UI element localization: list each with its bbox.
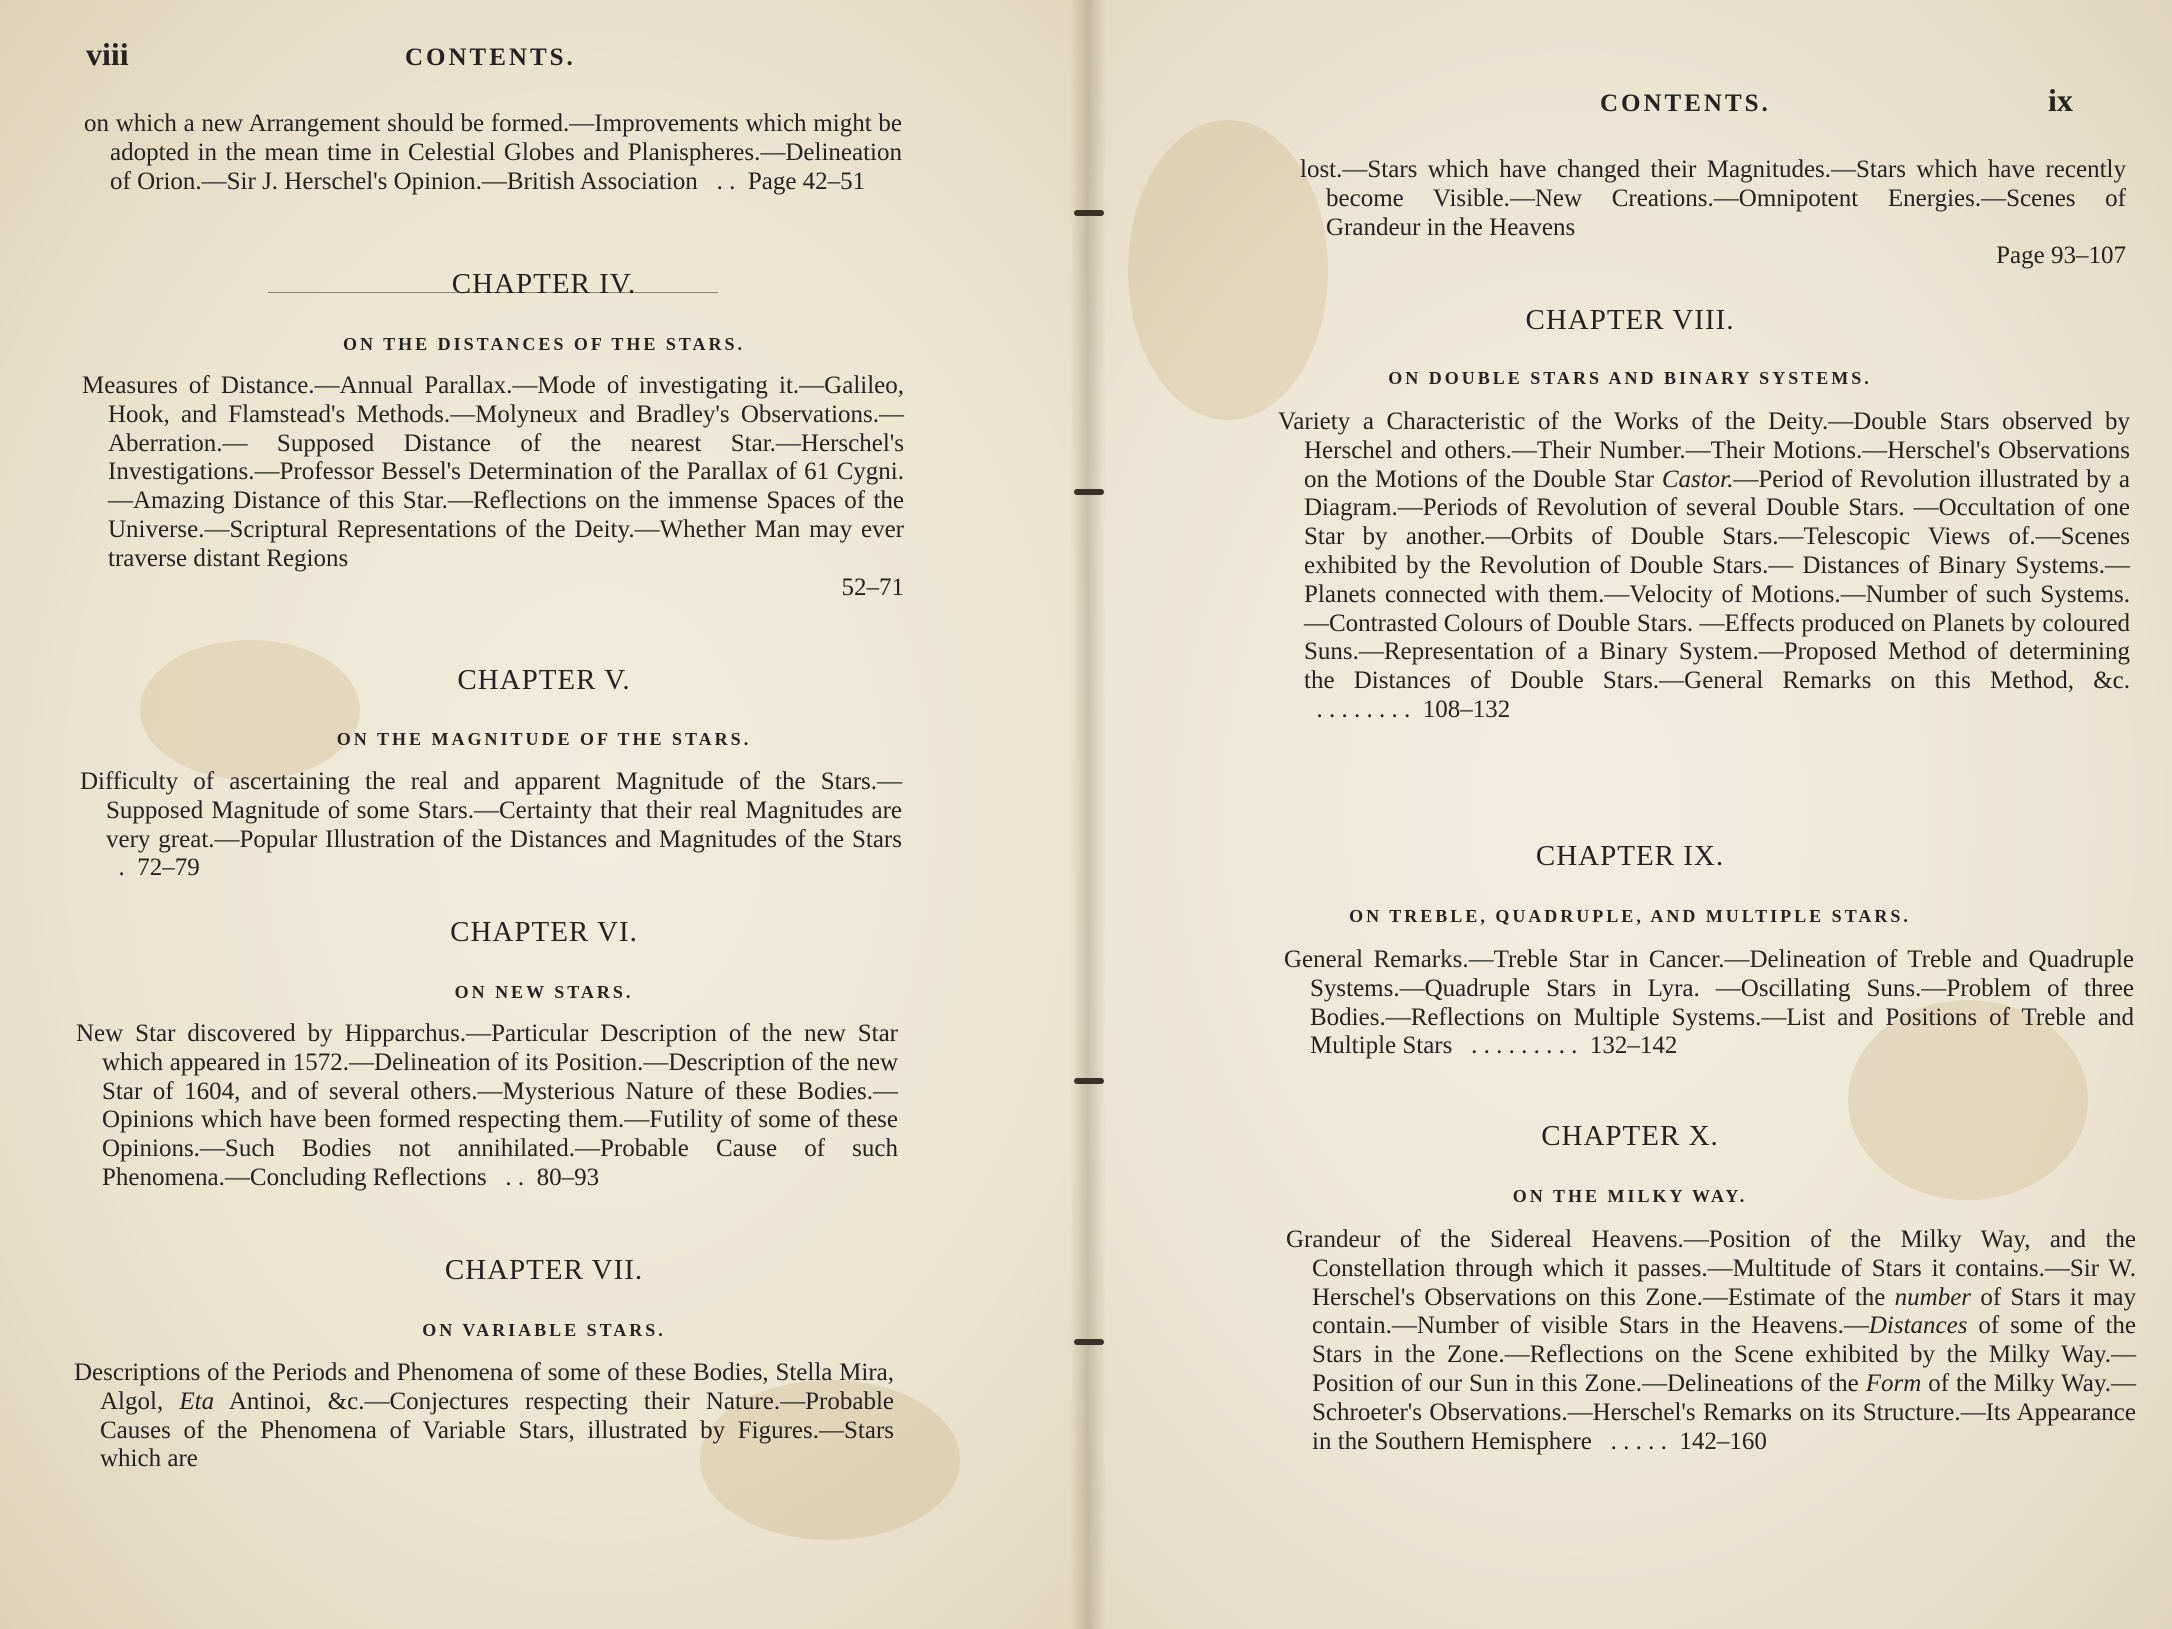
entry-text: of some of the Stars in the Zone.—Reflections on the Scene exhibited by the Milky Way.—Position of our Sun in this Zone.—Delineations of the	[1312, 1312, 2136, 1397]
chapter-viii-heading: CHAPTER VIII.	[1525, 304, 1735, 336]
entry-pages: 132–142	[1589, 1032, 1678, 1060]
chapter-vi-subtitle: ON NEW STARS.	[454, 982, 634, 1002]
chapter-viii-subtitle: ON DOUBLE STARS AND BINARY SYSTEMS.	[1388, 368, 1872, 388]
entry-text: Grandeur of the Sidereal Heavens.—Position of the Milky Way, and the Constellation through which it passes.—Multitude of Stars it contains.—Sir W. Herschel's Observations on this Zone.—Estimate of the	[1286, 1226, 2136, 1311]
entry-pages: 142–160	[1679, 1427, 1767, 1455]
entry-pages: 108–132	[1422, 695, 1511, 723]
entry-leader: . .	[716, 167, 736, 195]
chapter-x-subtitle: ON THE MILKY WAY.	[1512, 1186, 1748, 1206]
chapter-ix-heading: CHAPTER IX.	[1535, 840, 1725, 872]
chapter-ix-subtitle: ON TREBLE, QUADRUPLE, AND MULTIPLE STARS.	[1349, 906, 1911, 926]
chapter-vi-heading: CHAPTER VI.	[450, 916, 638, 948]
running-head: CONTENTS.	[405, 44, 576, 71]
page-folio: viii	[86, 36, 129, 72]
entry-leader: . . . . .	[1610, 1427, 1667, 1455]
chapter-v-entry	[80, 768, 902, 883]
chapter-vii-subtitle: ON VARIABLE STARS.	[422, 1320, 666, 1340]
chapter-iv-subtitle: ON THE DISTANCES OF THE STARS.	[342, 334, 746, 354]
right-page	[1088, 0, 2172, 1629]
page-folio: ix	[2048, 82, 2073, 118]
entry-text: —Period of Revolution illustrated by a Diagram.—Periods of Revolution of several Double Stars. —Occultation of one Star by another.—Orbits of Double Stars.—Telescopic Views of.—Scenes exhibited by the Revolution of Double Stars.— Distances of Binary Systems.—Planets connected with them.—Velocity of Motions.—Number of such Systems.—Contrasted Colours of Double Stars. —Effects produced on Planets by coloured Suns.—Representation of a Binary System.—Proposed Method of determining the Distances of Double Stars.—General Remarks on this Method, &c.	[1304, 465, 2130, 695]
entry-italic: number	[1894, 1283, 1972, 1311]
binding-stitch	[1074, 1339, 1104, 1345]
chapter-v-heading: CHAPTER V.	[457, 664, 631, 696]
entry-italic: Distances	[1868, 1312, 1968, 1340]
entry-text: Descriptions of the Periods and Phenomena of some of these Bodies, Stella Mira, Algol,	[74, 1359, 894, 1415]
chapter-vi-entry	[76, 1020, 898, 1193]
binding-stitch	[1074, 1078, 1104, 1084]
entry-text: lost.—Stars which have changed their Magnitudes.—Stars which have recently become Visible.—New Creations.—Omnipotent Energies.—Scenes of Grandeur in the Heavens	[1300, 156, 2126, 241]
entry-text: Variety a Characteristic of the Works of the Deity.—Double Stars observed by Herschel and others.—Their Number.—Their Motions.—Herschel's Observations on the Motions of the Double Star	[1278, 408, 2130, 493]
entry-text: on which a new Arrangement should be formed.—Improvements which might be adopted in the mean time in Celestial Globes and Planispheres.—Delineation of Orion.—Sir J. Herschel's Opinion.—British Association	[84, 110, 902, 195]
entry-leader: . .	[505, 1163, 525, 1191]
chapter-ix-entry	[1284, 946, 2134, 1061]
foxing-stain	[140, 640, 360, 780]
book-gutter	[1070, 0, 1106, 1629]
entry-text: Antinoi, &c.—Conjectures respecting their Nature.—Probable Causes of the Phenomena of Variable Stars, illustrated by Figures.—Stars which are	[100, 1387, 894, 1473]
entry-text: of Stars it may contain.—Number of visible Stars in the Heavens.—	[1312, 1283, 2136, 1340]
entry-text: General Remarks.—Treble Star in Cancer.—Delineation of Treble and Quadruple Systems.—Quadruple Stars in Lyra. —Oscillating Suns.—Problem of three Bodies.—Reflections on Multiple Systems.—List and Positions of Treble and Multiple Stars	[1284, 946, 2134, 1060]
chapter-x-heading: CHAPTER X.	[1541, 1120, 1719, 1152]
running-head: CONTENTS.	[1600, 90, 1771, 117]
entry-pages: Page 93–107	[1996, 242, 2126, 270]
chapter-iv-heading: CHAPTER IV.	[451, 268, 637, 300]
entry-text: Difficulty of ascertaining the real and apparent Magnitude of the Stars.—Supposed Magnitude of some Stars.—Certainty that their real Magnitudes are very great.—Popular Illustration of the Distances and Magnitudes of the Stars	[80, 768, 902, 853]
chapter-viii-entry	[1278, 408, 2130, 725]
entry-italic: Eta	[179, 1387, 215, 1415]
entry-text: Measures of Distance.—Annual Parallax.—Mode of investigating it.—Galileo, Hook, and Flamstead's Methods.—Molyneux and Bradley's Observations.— Aberration.— Supposed Distance of the nearest Star.—Herschel's Investigations.—Professor Bessel's Determination of the Parallax of 61 Cygni. —Amazing Distance of this Star.—Reflections on the immense Spaces of the Universe.—Scriptural Representations of the Deity.—Whether Man may ever traverse distant Regions	[82, 372, 904, 572]
entry-leader: .	[118, 854, 125, 882]
contents-entry-continued	[84, 110, 902, 196]
entry-leader: . . . . . . . . .	[1471, 1032, 1578, 1060]
entry-leader: . . . . . . . .	[1316, 695, 1411, 723]
chapter-vii-entry	[74, 1359, 894, 1474]
binding-stitch	[1074, 210, 1104, 216]
entry-text: New Star discovered by Hipparchus.—Particular Description of the new Star which appeared in 1572.—Delineation of its Position.—Description of the new Star of 1604, and of several others.—Mysterious Nature of these Bodies.—Opinions which have been formed respecting them.—Futility of some of these Opinions.—Such Bodies not annihilated.—Probable Cause of such Phenomena.—Concluding Reflections	[76, 1020, 898, 1191]
entry-pages: 80–93	[536, 1163, 600, 1191]
entry-pages: Page 42–51	[747, 167, 866, 195]
chapter-iv-entry	[82, 372, 904, 602]
binding-stitch	[1074, 489, 1104, 495]
contents-entry-continued	[1300, 156, 2126, 271]
chapter-x-entry	[1286, 1226, 2136, 1456]
entry-italic: Castor.	[1661, 465, 1734, 493]
chapter-vii-heading: CHAPTER VII.	[444, 1254, 644, 1286]
entry-text: of the Milky Way.—Schroeter's Observations.—Herschel's Remarks on its Structure.—Its Appearance in the Southern Hemisphere	[1312, 1369, 2136, 1455]
entry-pages: 72–79	[137, 854, 200, 882]
entry-italic: Form	[1865, 1369, 1922, 1397]
chapter-v-subtitle: ON THE MAGNITUDE OF THE STARS.	[336, 729, 752, 749]
entry-pages: 52–71	[841, 573, 904, 601]
